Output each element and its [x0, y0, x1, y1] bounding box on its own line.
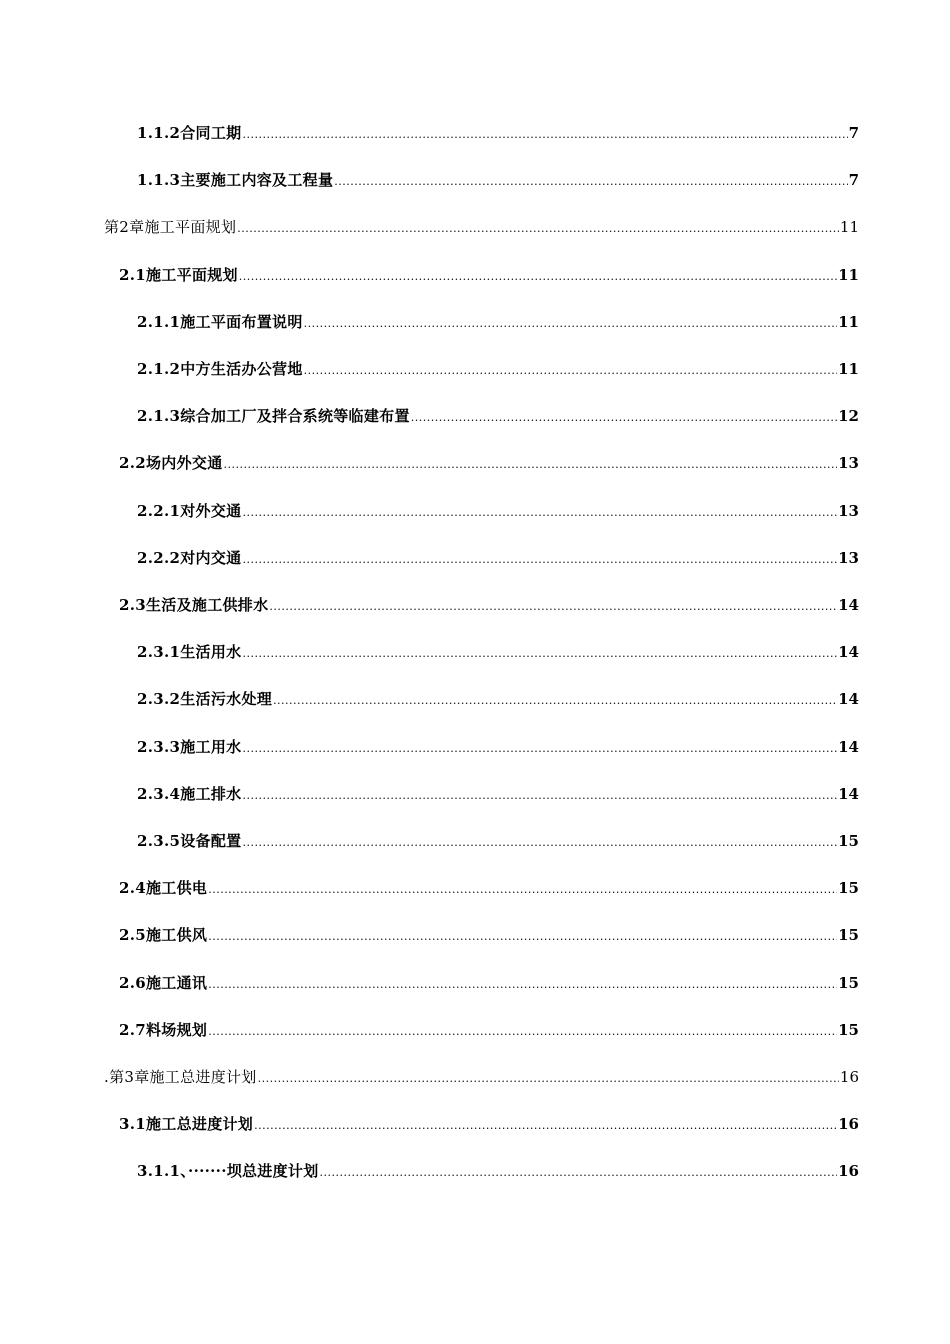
toc-entry-title: 第2章施工平面规划	[104, 218, 237, 236]
toc-entry-page-number: 16	[838, 1162, 859, 1180]
toc-entry[interactable]	[137, 687, 859, 711]
toc-dot-leader	[208, 876, 837, 902]
toc-entry-title: 3.1.1、·······坝总进度计划	[137, 1162, 319, 1180]
toc-entry-title: 1.1.3主要施工内容及工程量	[137, 171, 334, 189]
toc-entry[interactable]	[137, 640, 859, 664]
toc-dot-leader	[242, 546, 837, 572]
toc-dot-leader	[242, 829, 837, 855]
toc-entry-page-number: 14	[838, 643, 859, 661]
toc-entry[interactable]	[137, 829, 859, 853]
toc-entry-page-number: 14	[838, 596, 859, 614]
toc-dot-leader	[304, 357, 837, 383]
toc-entry-title: 2.4施工供电	[119, 879, 208, 897]
toc-entry[interactable]	[137, 782, 859, 806]
toc-dot-leader	[320, 1159, 838, 1185]
toc-dot-leader	[334, 168, 847, 194]
toc-entry[interactable]	[119, 593, 859, 617]
toc-dot-leader	[208, 1018, 837, 1044]
toc-entry-title: 2.7料场规划	[119, 1021, 208, 1039]
toc-dot-leader	[224, 451, 838, 477]
toc-entry-page-number: 7	[848, 124, 859, 142]
toc-entry[interactable]	[137, 357, 859, 381]
toc-entry-title: 2.3.2生活污水处理	[137, 690, 273, 708]
toc-entry-page-number: 14	[838, 738, 859, 756]
toc-entry-page-number: 7	[848, 171, 859, 189]
toc-entry[interactable]	[137, 404, 859, 428]
toc-entry-title: 2.2.2对内交通	[137, 549, 242, 567]
toc-entry-title: 2.1施工平面规划	[119, 266, 238, 284]
toc-entry[interactable]	[137, 168, 859, 192]
toc-dot-leader	[208, 923, 837, 949]
toc-dot-leader	[411, 404, 837, 430]
toc-entry-page-number: 15	[838, 926, 859, 944]
toc-entry-title: 2.1.1施工平面布置说明	[137, 313, 303, 331]
toc-entry[interactable]	[119, 876, 859, 900]
toc-entry-title: .第3章施工总进度计划	[104, 1068, 257, 1086]
toc-entry-title: 2.2场内外交通	[119, 454, 223, 472]
toc-entry[interactable]	[137, 546, 859, 570]
toc-dot-leader	[239, 263, 837, 289]
toc-entry[interactable]	[137, 499, 859, 523]
toc-entry-page-number: 14	[838, 690, 859, 708]
toc-dot-leader	[242, 735, 837, 761]
toc-entry[interactable]	[104, 1065, 859, 1089]
toc-entry[interactable]	[119, 263, 859, 287]
toc-entry-title: 1.1.2合同工期	[137, 124, 242, 142]
toc-dot-leader	[242, 782, 837, 808]
toc-entry-title: 2.6施工通讯	[119, 974, 208, 992]
toc-entry-page-number: 12	[838, 407, 859, 425]
toc-entry-title: 2.1.2中方生活办公营地	[137, 360, 303, 378]
toc-entry-title: 2.2.1对外交通	[137, 502, 242, 520]
toc-entry-page-number: 13	[838, 454, 859, 472]
toc-entry-title: 3.1施工总进度计划	[119, 1115, 254, 1133]
toc-dot-leader	[242, 121, 847, 147]
toc-entry[interactable]	[137, 121, 859, 145]
toc-dot-leader	[242, 499, 837, 525]
toc-entry[interactable]	[119, 1112, 859, 1136]
toc-dot-leader	[273, 687, 837, 713]
toc-dot-leader	[208, 971, 837, 997]
toc-entry[interactable]	[104, 215, 859, 239]
toc-entry-title: 2.1.3综合加工厂及拌合系统等临建布置	[137, 407, 410, 425]
toc-dot-leader	[304, 310, 837, 336]
toc-entry-title: 2.5施工供风	[119, 926, 208, 944]
toc-entry-page-number: 16	[838, 1115, 859, 1133]
toc-entry-page-number: 14	[838, 785, 859, 803]
toc-entry-title: 2.3.3施工用水	[137, 738, 242, 756]
toc-entry-page-number: 15	[838, 974, 859, 992]
toc-entry-page-number: 13	[838, 502, 859, 520]
toc-dot-leader	[237, 215, 839, 241]
toc-entry[interactable]	[119, 923, 859, 947]
toc-entry[interactable]	[119, 451, 859, 475]
toc-entry-page-number: 15	[838, 1021, 859, 1039]
toc-dot-leader	[254, 1112, 837, 1138]
toc-entry-page-number: 11	[838, 360, 859, 378]
toc-entry-title: 2.3.5设备配置	[137, 832, 242, 850]
toc-entry-page-number: 16	[839, 1068, 859, 1086]
toc-entry[interactable]	[137, 1159, 859, 1183]
toc-entry-title: 2.3生活及施工供排水	[119, 596, 269, 614]
toc-dot-leader	[242, 640, 837, 666]
toc-entry[interactable]	[137, 735, 859, 759]
toc-entry[interactable]	[119, 1018, 859, 1042]
toc-entry-page-number: 15	[838, 832, 859, 850]
toc-entry-page-number: 11	[839, 218, 859, 236]
toc-dot-leader	[258, 1065, 839, 1091]
toc-entry-page-number: 15	[838, 879, 859, 897]
toc-entry-page-number: 11	[838, 266, 859, 284]
toc-entry-title: 2.3.1生活用水	[137, 643, 242, 661]
toc-entry-page-number: 13	[838, 549, 859, 567]
toc-entry-page-number: 11	[838, 313, 859, 331]
toc-entry-title: 2.3.4施工排水	[137, 785, 242, 803]
toc-entry[interactable]	[119, 971, 859, 995]
toc-entry[interactable]	[137, 310, 859, 334]
toc-dot-leader	[269, 593, 837, 619]
